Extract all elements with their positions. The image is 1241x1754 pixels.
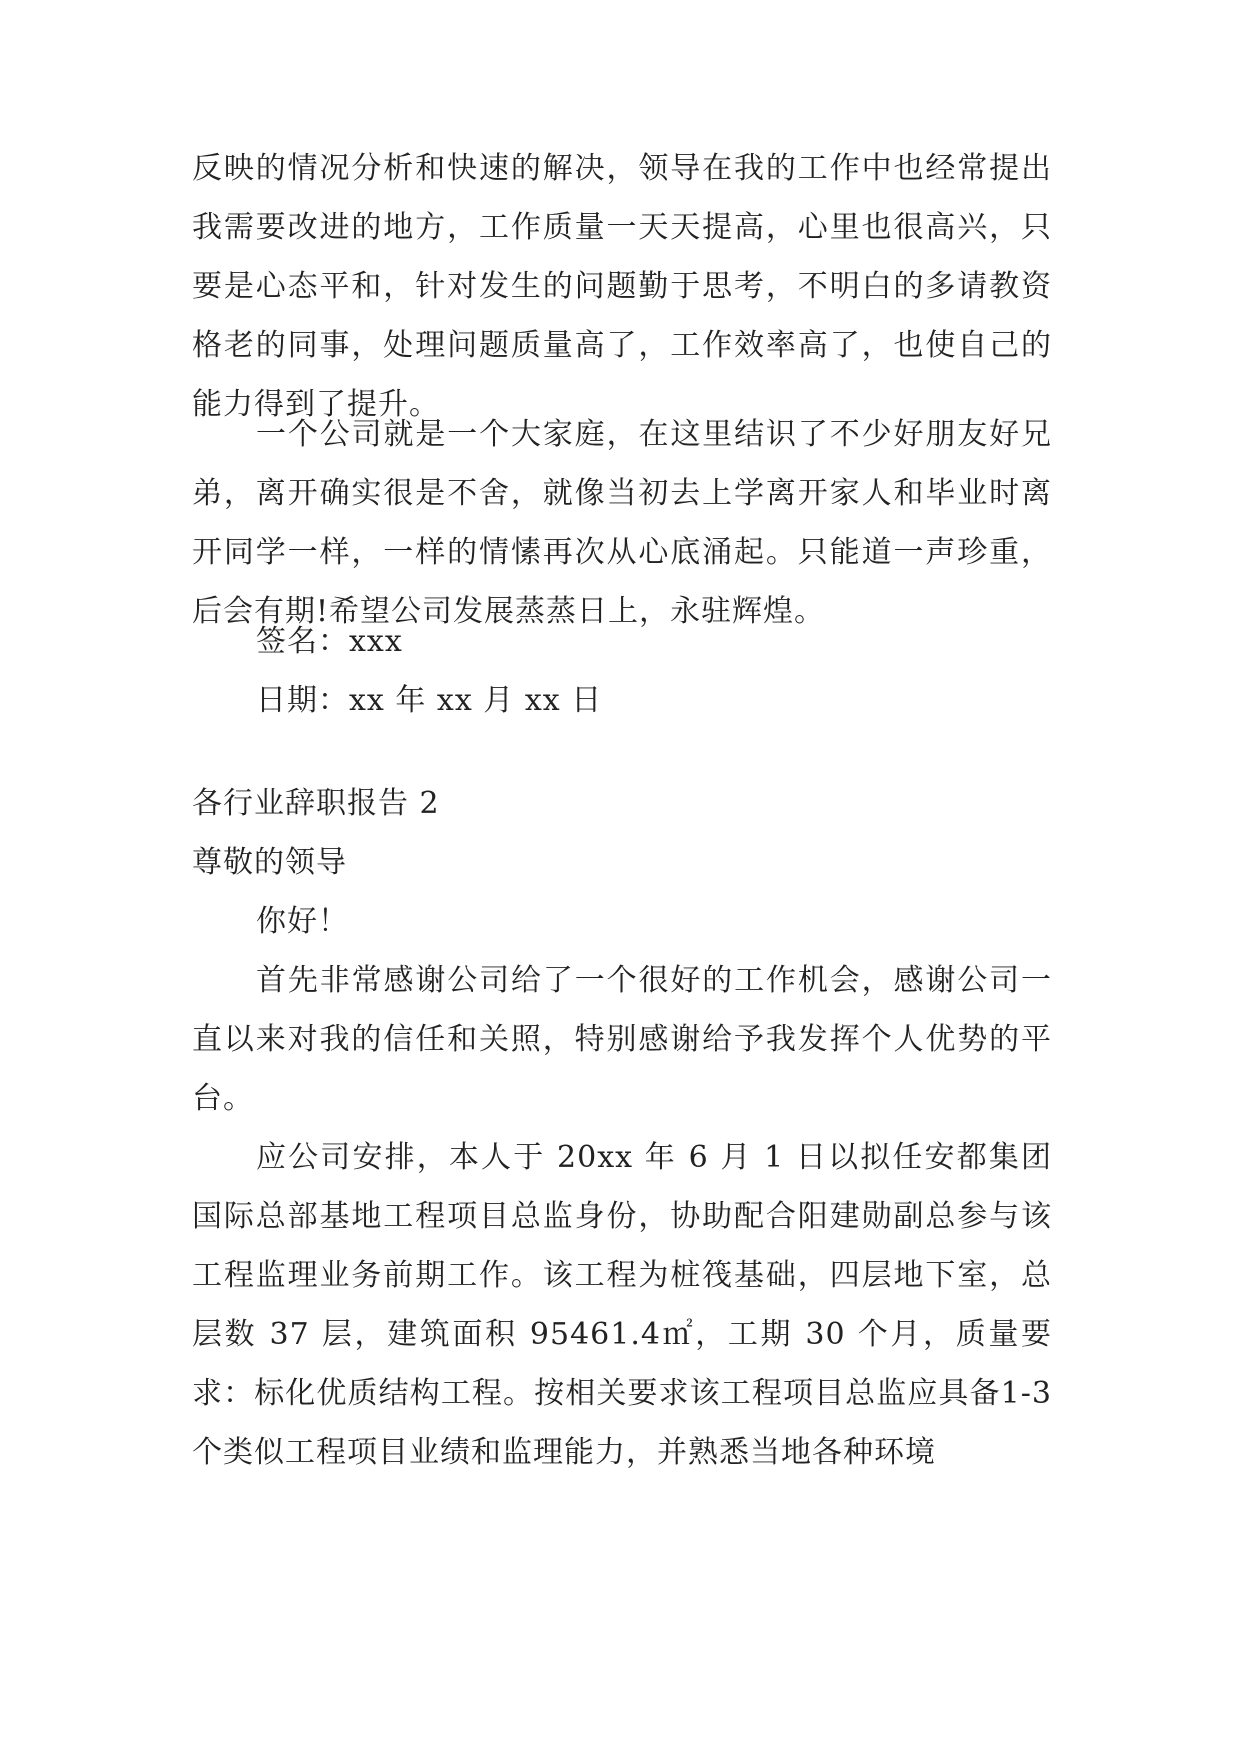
- salutation: 尊敬的领导: [192, 845, 347, 880]
- paragraph-thanks: 首先非常感谢公司给了一个很好的工作机会，感谢公司一直以来对我的信任和关照，特别感谢给予我发挥个人优势的平台。: [192, 963, 1052, 1116]
- paragraph-continued: 反映的情况分析和快速的解决，领导在我的工作中也经常提出我需要改进的地方，工作质量一天天提高，心里也很高兴，只要是心态平和，针对发生的问题勤于思考，不明白的多请教资格老的同事，处理问题质量高了，工作效率高了，也使自己的能力得到了提升。: [192, 151, 1052, 422]
- paragraph-farewell: 一个公司就是一个大家庭，在这里结识了不少好朋友好兄弟，离开确实很是不舍，就像当初去上学离开家人和毕业时离开同学一样，一样的情愫再次从心底涌起。只能道一声珍重，后会有期!希望公司发展蒸蒸日上，永驻辉煌。: [192, 417, 1052, 629]
- signature-line: 签名：xxx: [256, 624, 403, 659]
- greeting: 你好！: [256, 904, 349, 939]
- date-line: 日期：xx 年 xx 月 xx 日: [256, 683, 603, 718]
- section-title: 各行业辞职报告 2: [192, 786, 440, 821]
- paragraph-assignment: 应公司安排，本人于 20xx 年 6 月 1 日以拟任安都集团国际总部基地工程项目总监身份，协助配合阳建勋副总参与该工程监理业务前期工作。该工程为桩筏基础，四层地下室，总层数 37 层，建筑面积 95461.4㎡，工期 30 个月，质量要求：标化优质结构工程。按相关要求该工程项目总监应具备1-3 个类似工程项目业绩和监理能力，并熟悉当地各种环境: [192, 1140, 1052, 1470]
